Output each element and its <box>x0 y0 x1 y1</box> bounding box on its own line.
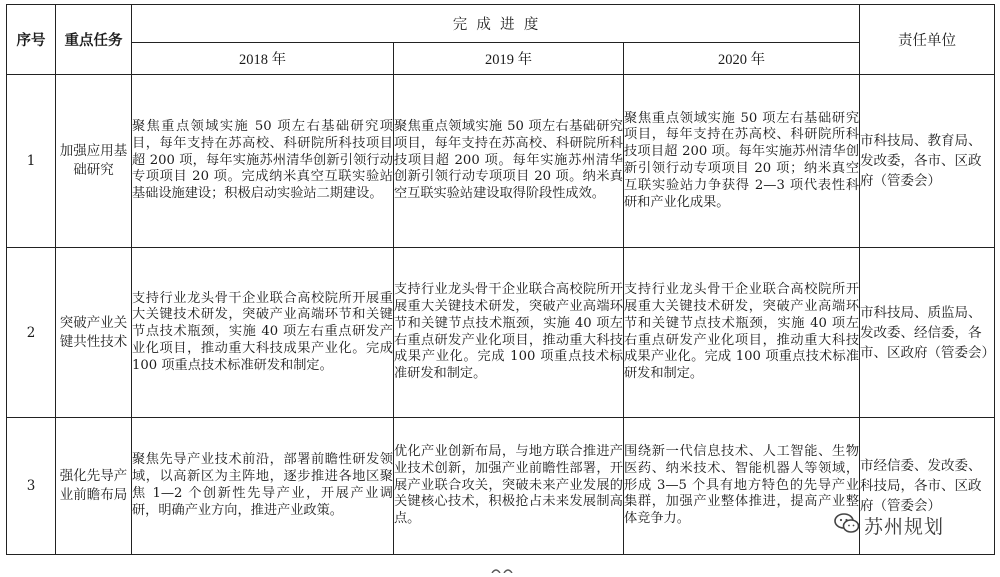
row-number: 1 <box>7 75 56 248</box>
wechat-watermark <box>834 512 944 539</box>
plan-table <box>6 4 995 555</box>
progress-2018: 支持行业龙头骨干企业联合高校院所开展重大关键技术研发，突破产业高端环节和关键节点技术瓶颈，实施 40 项左右重点研发产业化项目，推动重大科技成果产业化。完成 100 项重点技术标准研发和制定。 <box>132 248 394 418</box>
header-row-top <box>7 5 995 43</box>
row-task: 强化先导产业前瞻布局 <box>56 418 132 555</box>
progress-2019: 聚焦重点领域实施 50 项左右基础研究项目，每年支持在苏高校、科研院所科技项目超 200 项。每年实施苏州清华创新引领行动专项项目 20 项。纳米真空互联实验站建设取得阶段性成效。 <box>394 75 624 248</box>
page-number-fragment <box>490 558 516 564</box>
progress-2020: 支持行业龙头骨干企业联合高校院所开展重大关键技术研发，突破产业高端环节和关键节点技术瓶颈，实施 40 项左右重点研发产业化项目，推动重大科技成果产业化。完成 100 项重点技术标准研发和制定。 <box>624 248 860 418</box>
header-progress: 完 成 进 度 <box>132 5 860 43</box>
header-row-years <box>7 43 995 75</box>
progress-2018: 聚焦先导产业技术前沿，部署前瞻性研发领域，以高新区为主阵地，逐步推进各地区聚焦 1—2 个创新性先导产业，开展产业调研，明确产业方向，推进产业政策。 <box>132 418 394 555</box>
progress-2020: 围绕新一代信息技术、人工智能、生物医药、纳米技术、智能机器人等领域，形成 3—5 个具有地方特色的先导产业集群，加强产业整体推进，提高产业整体竞争力。 <box>624 418 860 555</box>
watermark-text: 苏州规划 <box>864 516 945 538</box>
header-year-2019: 2019 年 <box>394 43 624 75</box>
row-task: 突破产业关键共性技术 <box>56 248 132 418</box>
header-year-2018: 2018 年 <box>132 43 394 75</box>
header-year-2020: 2020 年 <box>624 43 860 75</box>
wechat-icon <box>834 512 860 539</box>
progress-2020: 聚焦重点领域实施 50 项左右基础研究项目，每年支持在苏高校、科研院所科技项目超 200 项。每年实施苏州清华创新引领行动专项项目 20 项；纳米真空互联实验站力争获得 2—3 项代表性科研和产业化成果。 <box>624 75 860 248</box>
row-number: 3 <box>7 418 56 555</box>
responsible-unit: 市经信委、发改委、科技局，各市、区政府（管委会） <box>860 418 995 555</box>
responsible-unit: 市科技局、质监局、发改委、经信委，各市、区政府（管委会） <box>860 248 995 418</box>
table-row <box>7 248 995 418</box>
progress-2019: 支持行业龙头骨干企业联合高校院所开展重大关键技术研发，突破产业高端环节和关键节点技术瓶颈，实施 40 项左右重点研发产业化项目，推动重大科技成果产业化。完成 100 项重点技术标准研发和制定。 <box>394 248 624 418</box>
table-row <box>7 75 995 248</box>
header-unit: 责任单位 <box>860 5 995 75</box>
progress-2018: 聚焦重点领域实施 50 项左右基础研究项目，每年支持在苏高校、科研院所科技项目超 200 项，每年实施苏州清华创新引领行动专项项目 20 项。完成纳米真空互联实验站基础设施建设；积极启动实验站二期建设。 <box>132 75 394 248</box>
header-seq: 序号 <box>7 5 56 75</box>
progress-2019: 优化产业创新布局，与地方联合推进产业技术创新，加强产业前瞻性部署，开展产业联合攻关，突破未来产业发展的关键核心技术，积极抢占未来发展制高点。 <box>394 418 624 555</box>
header-task: 重点任务 <box>56 5 132 75</box>
row-number: 2 <box>7 248 56 418</box>
row-task: 加强应用基础研究 <box>56 75 132 248</box>
responsible-unit: 市科技局、教育局、发改委，各市、区政府（管委会） <box>860 75 995 248</box>
